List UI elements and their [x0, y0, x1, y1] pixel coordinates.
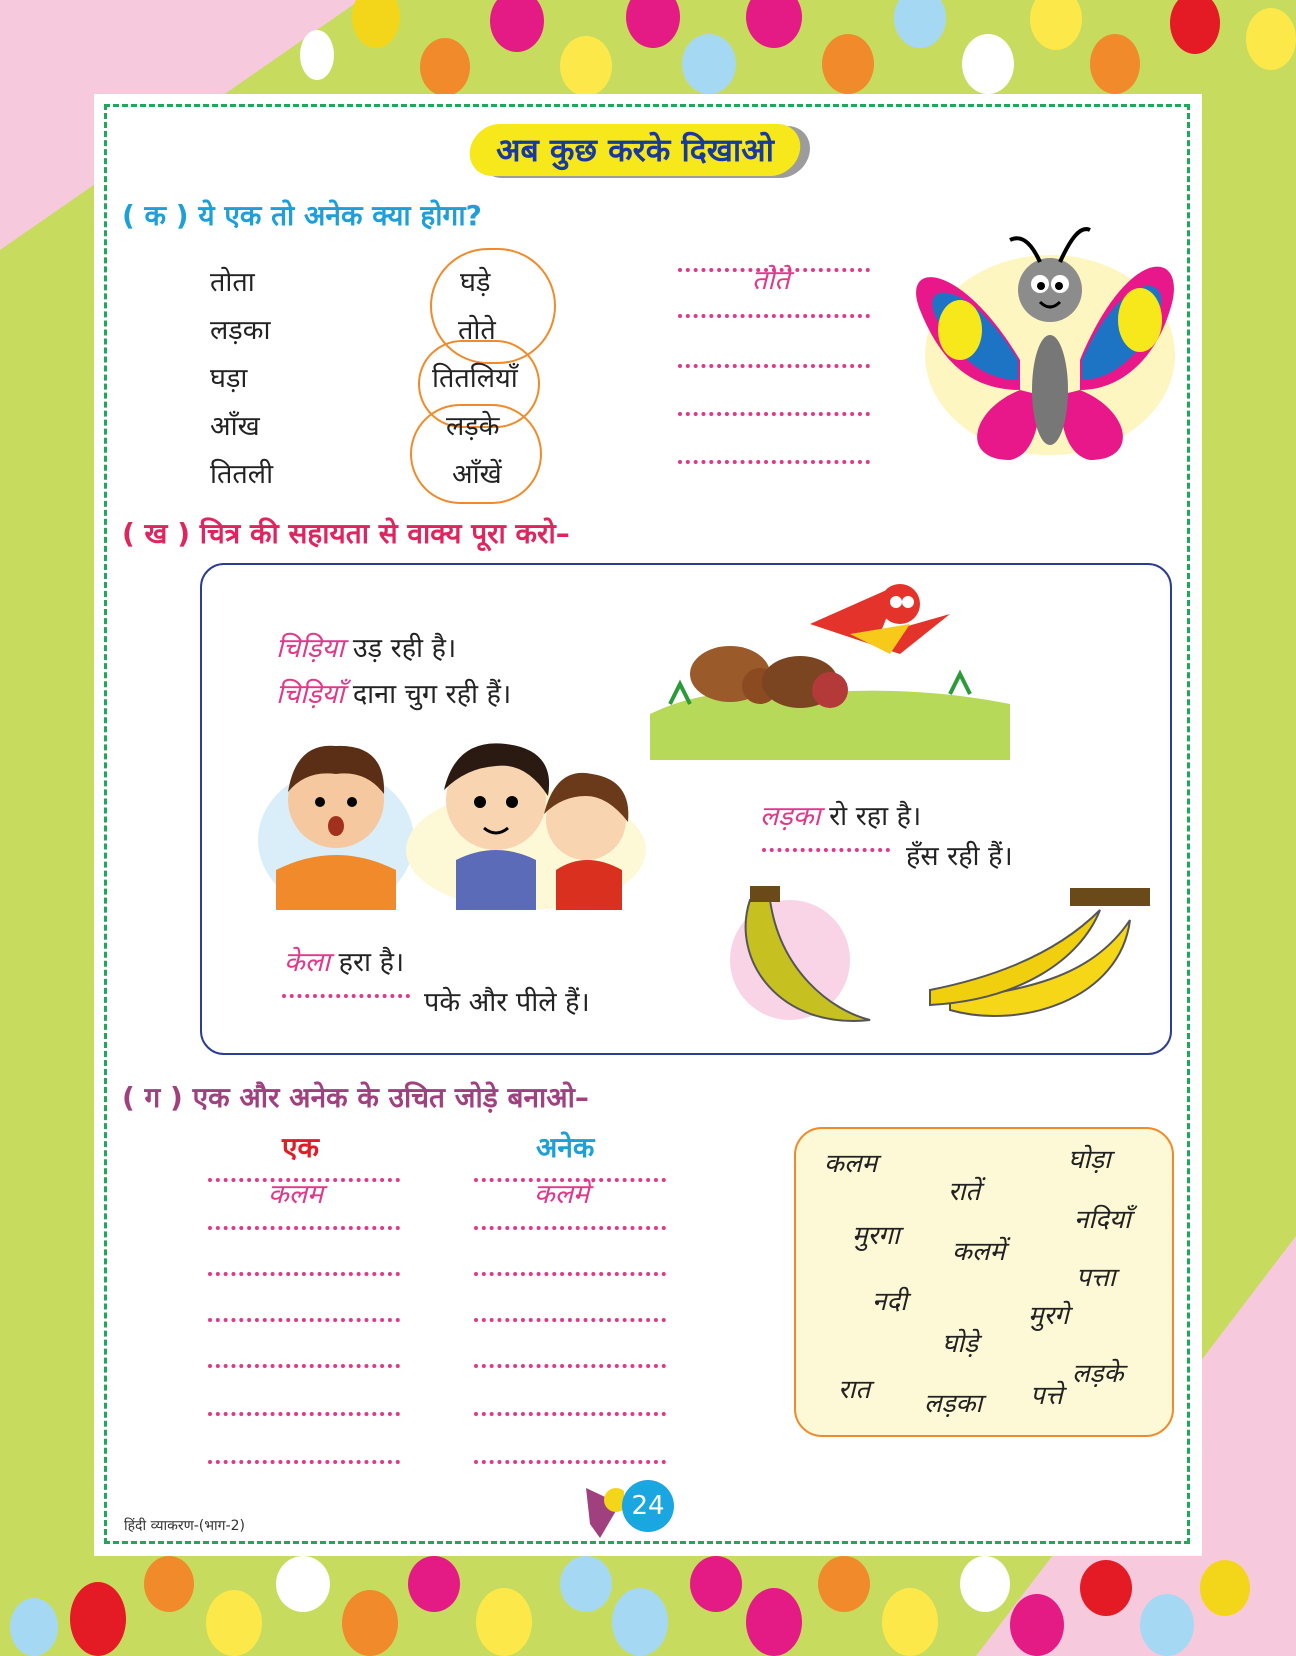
decorative-dot: [626, 0, 680, 48]
sentence-5-rest: हरा है।: [338, 947, 405, 978]
answer-blank[interactable]: [474, 1272, 666, 1276]
example-ek: कलम: [268, 1179, 324, 1210]
answer-blank[interactable]: [762, 848, 890, 852]
answer-blank[interactable]: [474, 1460, 666, 1464]
decorative-dot: [490, 0, 544, 52]
answer-blank[interactable]: [678, 314, 870, 318]
decorative-dot: [70, 1582, 126, 1656]
decorative-dot: [1140, 1594, 1194, 1656]
sentence-3-rest: रो रहा है।: [829, 801, 922, 832]
decorative-dot: [560, 36, 612, 96]
page-number: 24: [622, 1480, 674, 1532]
decorative-dot: [962, 34, 1014, 94]
answer-blank[interactable]: [208, 1460, 400, 1464]
section-g-heading: ( ग ) एक और अनेक के उचित जोड़े बनाओ–: [122, 1081, 589, 1114]
answer-blank[interactable]: [678, 460, 870, 464]
example-anek: कलमें: [534, 1179, 590, 1210]
plural-word: तितलियाँ: [432, 363, 518, 394]
decorative-dot: [1080, 1560, 1132, 1616]
word-bank-item: रातें: [948, 1177, 981, 1207]
decorative-dot: [476, 1588, 532, 1656]
decorative-dot: [420, 38, 470, 96]
decorative-dot: [1030, 0, 1082, 50]
decorative-dot: [1090, 34, 1140, 94]
word-bank-item: पत्ता: [1076, 1263, 1116, 1293]
answer-blank[interactable]: [208, 1318, 400, 1322]
word-bank-item: लड़का: [924, 1389, 983, 1419]
answer-blank[interactable]: [208, 1226, 400, 1230]
word-bank-item: घोड़े: [942, 1329, 979, 1359]
butterfly-illustration: [900, 220, 1180, 480]
answer-blank[interactable]: [678, 364, 870, 368]
sentence-2: [276, 674, 511, 711]
word-bank-item: लड़के: [1072, 1359, 1124, 1389]
decorative-dot: [144, 1556, 194, 1612]
section-k-heading: ( क ) ये एक तो अनेक क्या होगा?: [122, 199, 482, 232]
sentence-2-rest: दाना चुग रही हैं।: [352, 679, 512, 710]
plural-word: तोते: [458, 315, 496, 346]
answer-blank[interactable]: [474, 1364, 666, 1368]
decorative-dot: [818, 1556, 870, 1612]
word-bank-item: मुरगा: [852, 1221, 900, 1251]
sentence-3: [760, 796, 921, 833]
word-bank-item: कलम: [824, 1149, 878, 1179]
plural-word: लड़के: [446, 411, 500, 442]
sentence-1: [276, 628, 456, 665]
sentence-1-rest: उड़ रही है।: [352, 633, 457, 664]
answer-blank[interactable]: [474, 1226, 666, 1230]
answer-blank[interactable]: [678, 412, 870, 416]
decorative-dot: [1010, 1594, 1064, 1656]
decorative-dot: [342, 1590, 398, 1656]
sentence-6-rest: पके और पीले हैं।: [424, 987, 590, 1018]
column-header-ek: एक: [282, 1131, 319, 1164]
word-bank-item: मुरगे: [1028, 1301, 1069, 1331]
decorative-dot: [612, 1588, 668, 1656]
section-kh-heading: ( ख ) चित्र की सहायता से वाक्य पूरा करो–: [122, 517, 570, 550]
decorative-dot: [960, 1556, 1010, 1612]
decorative-dot: [822, 34, 874, 94]
decorative-dot: [894, 0, 946, 48]
decorative-dot: [746, 1588, 802, 1656]
birds-illustration: [650, 574, 1010, 760]
book-title: हिंदी व्याकरण-(भाग-2): [124, 1518, 245, 1534]
answer-blank[interactable]: [282, 994, 410, 998]
word-bank-item: रात: [838, 1375, 871, 1405]
word-bank-item: पत्ते: [1030, 1381, 1063, 1411]
word-bank-item: नदी: [872, 1287, 907, 1317]
singular-word: तोता: [210, 267, 255, 298]
column-header-anek: अनेक: [536, 1131, 595, 1164]
ribbon-icon: [580, 1484, 624, 1542]
decorative-dot: [682, 34, 736, 94]
answer-blank[interactable]: [208, 1364, 400, 1368]
singular-word: लड़का: [210, 315, 271, 346]
word-bank-item: कलमें: [952, 1237, 1006, 1267]
decorative-dot: [300, 30, 334, 80]
decorative-dot: [1170, 0, 1220, 54]
sentence-4-rest: हँस रही हैं।: [906, 841, 1013, 872]
page-title: अब कुछ करके दिखाओ: [496, 131, 774, 169]
decorative-dot: [746, 0, 802, 48]
sentence-5: [284, 942, 404, 979]
plural-word: घड़े: [460, 267, 491, 298]
decorative-dot: [10, 1598, 58, 1656]
decorative-dot: [1246, 8, 1296, 70]
singular-word: आँख: [210, 411, 260, 442]
sentence-1-word: चिड़िया: [276, 633, 345, 664]
decorative-dot: [276, 1556, 330, 1612]
decorative-dot: [882, 1588, 938, 1656]
decorative-dot: [1200, 1560, 1250, 1616]
decorative-dot: [206, 1590, 262, 1656]
sentence-3-word: लड़का: [760, 801, 821, 832]
bananas-illustration: [720, 880, 1160, 1040]
answer-blank[interactable]: [208, 1272, 400, 1276]
word-bank-item: नदियाँ: [1074, 1205, 1131, 1235]
plural-word: आँखें: [452, 459, 502, 490]
sentence-5-word: केला: [284, 947, 331, 978]
children-illustration: [256, 730, 666, 910]
answer-blank[interactable]: [208, 1412, 400, 1416]
sentence-2-word: चिड़ियाँ: [276, 679, 345, 710]
answer-blank[interactable]: [474, 1318, 666, 1322]
decorative-dot: [408, 1556, 460, 1612]
decorative-dot: [690, 1556, 742, 1612]
singular-word: तितली: [210, 459, 274, 490]
word-bank-item: घोड़ा: [1068, 1145, 1111, 1175]
decorative-dot: [560, 1556, 612, 1612]
answer-blank[interactable]: [474, 1412, 666, 1416]
example-answer: तोते: [752, 265, 790, 296]
singular-word: घड़ा: [210, 363, 248, 394]
